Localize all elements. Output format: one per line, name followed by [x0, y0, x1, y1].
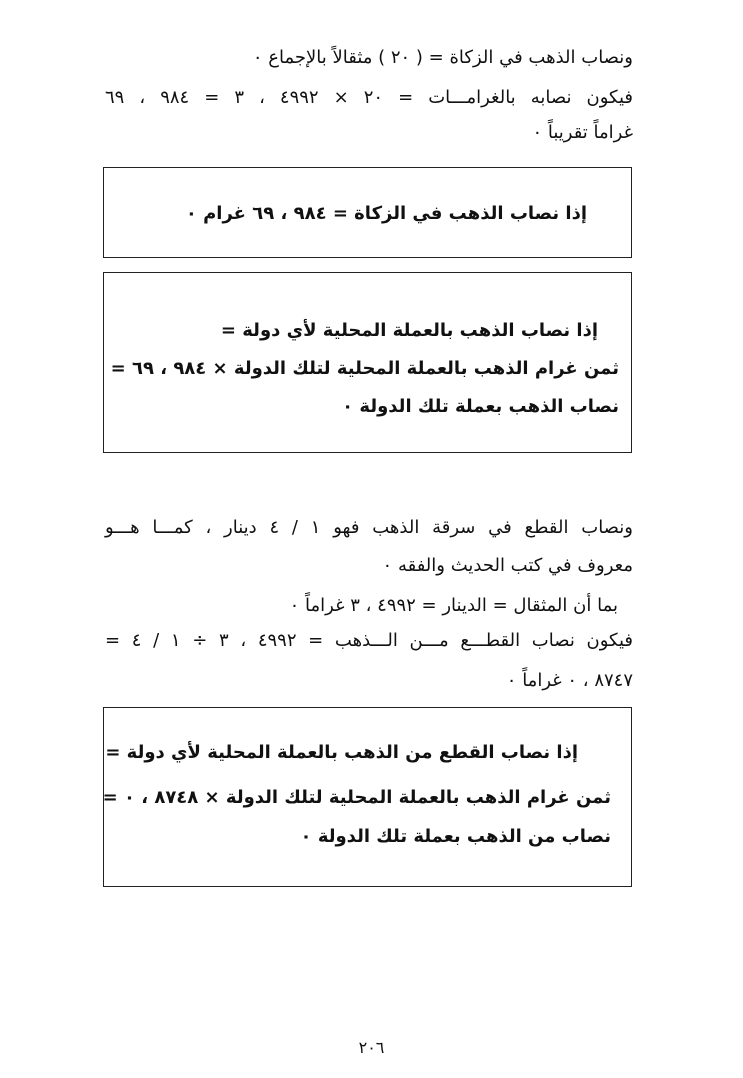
local-currency-theft-box — [103, 707, 632, 887]
mithqal-equals-dinar-line: بما أن المثقال = الدينار = ٤٩٩٢ ، ٣ غراماً ٠ — [289, 595, 618, 616]
local-currency-theft-line-3: نصاب من الذهب بعملة تلك الدولة ٠ — [300, 826, 611, 847]
local-currency-zakat-box — [103, 272, 632, 453]
theft-nisab-line-1: ونصاب القطع في سرقة الذهب فهو ١ / ٤ دينار ، كمـــا هـــو — [105, 517, 633, 538]
zakat-grams-approx-line: غراماً تقريباً ٠ — [532, 122, 633, 143]
local-currency-zakat-line-3: نصاب الذهب بعملة تلك الدولة ٠ — [342, 396, 619, 417]
local-currency-theft-line-2: ثمن غرام الذهب بالعملة المحلية لتلك الدولة × ٨٧٤٨ ، ٠ = — [102, 787, 611, 808]
zakat-nisab-summary-box — [103, 167, 632, 258]
theft-nisab-grams-line: ٨٧٤٧ ، ٠ غراماً ٠ — [506, 670, 633, 691]
zakat-grams-calculation-line: فيكون نصابه بالغرامـــات = ٢٠ × ٤٩٩٢ ، ٣ = ٩٨٤ ، ٦٩ — [105, 87, 634, 108]
theft-nisab-line-2: معروف في كتب الحديث والفقه ٠ — [382, 555, 633, 576]
local-currency-zakat-line-1: إذا نصاب الذهب بالعملة المحلية لأي دولة = — [220, 320, 598, 341]
zakat-nisab-line: ونصاب الذهب في الزكاة = ( ٢٠ ) مثقالاً بالإجماع ٠ — [252, 47, 633, 68]
theft-nisab-calculation-line: فيكون نصاب القطـــع مـــن الـــذهب = ٤٩٩٢ ، ٣ ÷ ١ / ٤ = — [105, 630, 633, 651]
zakat-nisab-summary-line: إذا نصاب الذهب في الزكاة = ٩٨٤ ، ٦٩ غرام ٠ — [185, 203, 587, 224]
local-currency-theft-line-1: إذا نصاب القطع من الذهب بالعملة المحلية لأي دولة = — [105, 742, 578, 763]
local-currency-zakat-line-2: ثمن غرام الذهب بالعملة المحلية لتلك الدولة × ٩٨٤ ، ٦٩ = — [110, 358, 619, 379]
page-number: ٢٠٦ — [358, 1038, 385, 1057]
